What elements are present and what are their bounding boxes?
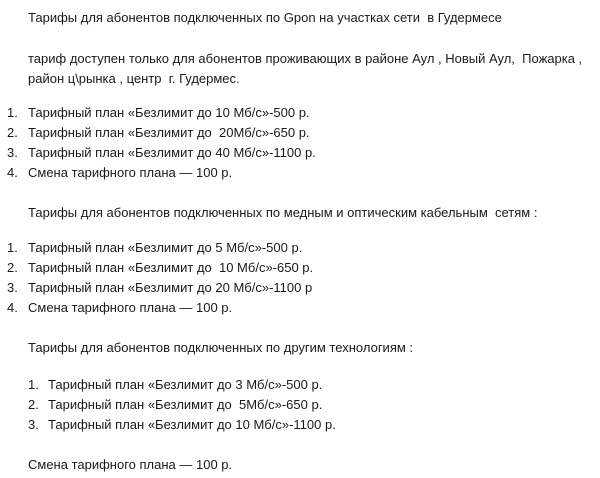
list-item-text: Тарифный план «Безлимит до 10 Мб/с»-650 р. xyxy=(28,260,314,275)
list-item-number: 3. xyxy=(7,280,18,295)
list-item-text: Тарифный план «Безлимит до 20 Мб/с»-1100 р xyxy=(28,280,313,295)
list-item-number: 2. xyxy=(28,397,39,412)
list-item-number: 2. xyxy=(7,125,18,140)
list-item-text: Тарифный план «Безлимит до 5 Мб/с»-500 р. xyxy=(28,240,303,255)
list-item-text: Смена тарифного плана — 100 р. xyxy=(28,165,233,180)
list-item-text: Смена тарифного плана — 100 р. xyxy=(28,300,233,315)
list-item-number: 1. xyxy=(7,240,18,255)
list-item-number: 4. xyxy=(7,165,18,180)
list-item-number: 3. xyxy=(28,417,39,432)
list-item-number: 2. xyxy=(7,260,18,275)
gpon-note-line1: тариф доступен только для абонентов проживающих в районе Аул , Новый Аул, Пожарка , xyxy=(28,51,583,66)
list-item-text: Тарифный план «Безлимит до 5Мб/с»-650 р. xyxy=(48,397,323,412)
gpon-heading: Тарифы для абонентов подключенных по Gpon на участках сети в Гудермесе xyxy=(28,10,502,25)
list-item-number: 1. xyxy=(28,377,39,392)
list-item-text: Тарифный план «Безлимит до 10 Мб/с»-500 р. xyxy=(28,105,310,120)
other-heading: Тарифы для абонентов подключенных по другим технологиям : xyxy=(28,340,414,355)
gpon-note-line2: район ц\рынка , центр г. Гудермес. xyxy=(28,71,240,86)
list-item-number: 3. xyxy=(7,145,18,160)
cable-heading: Тарифы для абонентов подключенных по медным и оптическим кабельным сетям : xyxy=(28,205,538,220)
list-item-text: Тарифный план «Безлимит до 3 Мб/с»-500 р. xyxy=(48,377,323,392)
list-item-text: Тарифный план «Безлимит до 40 Мб/с»-1100 р. xyxy=(28,145,316,160)
list-item-number: 1. xyxy=(7,105,18,120)
other-footer-change-plan: Смена тарифного плана — 100 р. xyxy=(28,457,233,472)
list-item-number: 4. xyxy=(7,300,18,315)
list-item-text: Тарифный план «Безлимит до 20Мб/с»-650 р. xyxy=(28,125,310,140)
list-item-text: Тарифный план «Безлимит до 10 Мб/с»-1100 р. xyxy=(48,417,336,432)
